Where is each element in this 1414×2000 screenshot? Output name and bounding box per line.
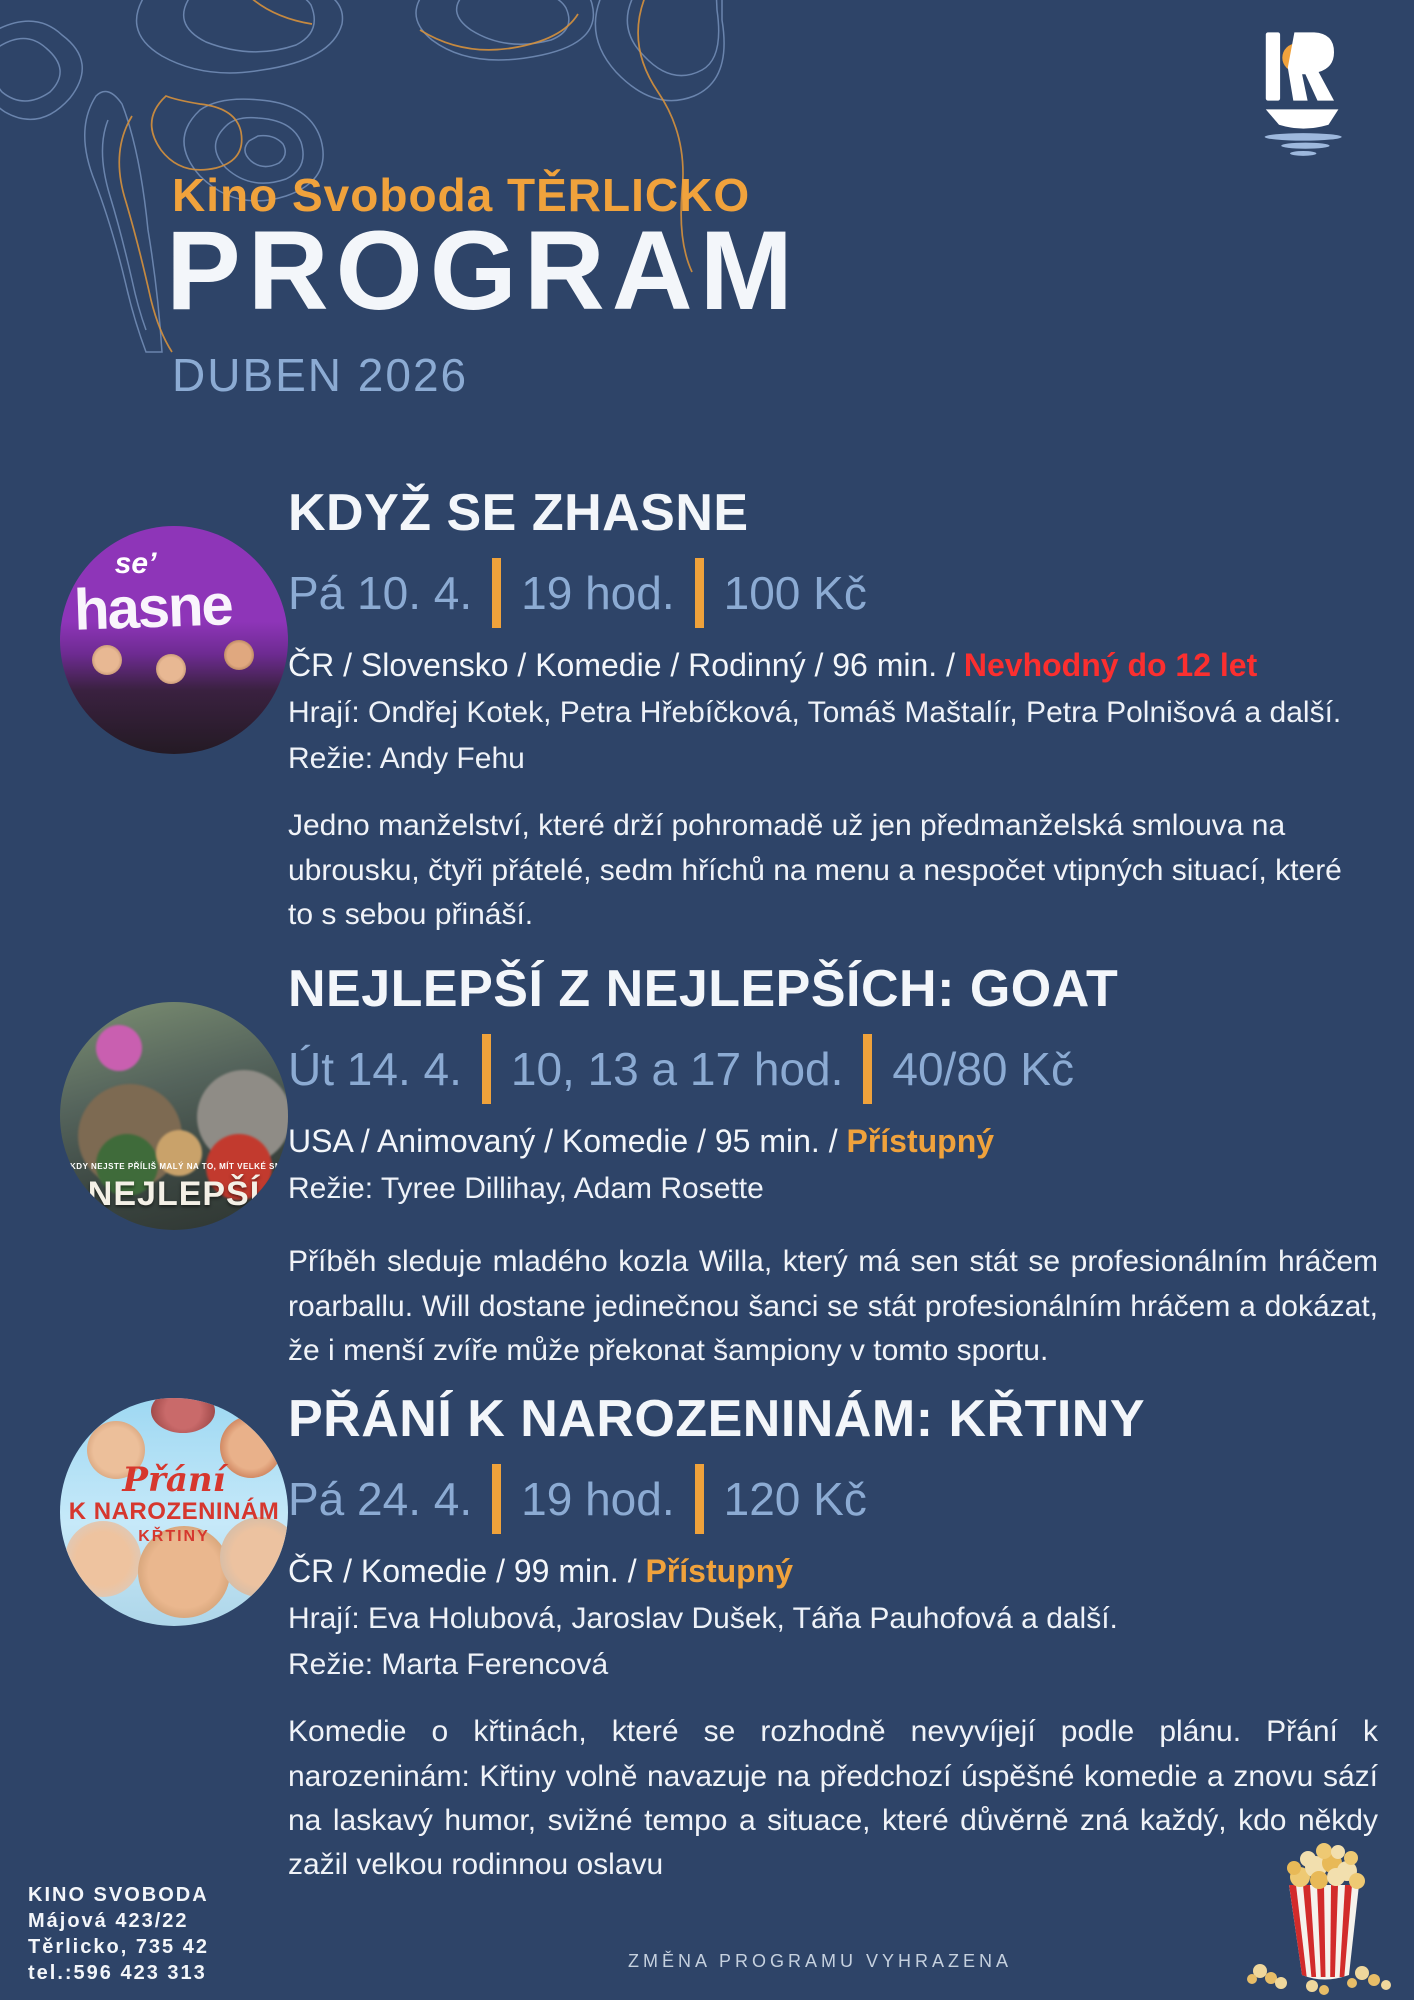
movie-title: NEJLEPŠÍ Z NEJLEPŠÍCH: GOAT [288, 960, 1119, 1018]
ticket-price: 100 Kč [723, 567, 867, 620]
program-change-notice: ZMĚNA PROGRAMU VYHRAZENA [628, 1951, 1013, 1971]
show-date: Út 14. 4. [288, 1043, 462, 1096]
poster-kdyz-se-zhasne [60, 526, 288, 754]
popcorn-icon [1234, 1825, 1404, 2000]
poster-text: KŘTINY [138, 1527, 210, 1545]
showtime-row [288, 557, 1378, 629]
director-line: Režie: Tyree Dillihay, Adam Rosette [288, 1172, 764, 1206]
boat-sail-logo-icon [1246, 30, 1356, 158]
separator-bar [492, 558, 501, 628]
age-rating: Nevhodný do 12 let [963, 647, 1258, 684]
boat-hull [1266, 109, 1339, 128]
contact-city: Těrlicko, 735 42 [28, 1936, 209, 1958]
show-time: 19 hod. [521, 1473, 675, 1526]
director-line: Režie: Andy Fehu [288, 742, 525, 776]
separator-bar [695, 1464, 704, 1534]
ticket-price: 40/80 Kč [892, 1043, 1074, 1096]
cinema-contact-block [28, 1882, 209, 1986]
poster-text: K NAROZENINÁM [68, 1498, 280, 1526]
age-rating: Přístupný [645, 1553, 794, 1590]
show-date: Pá 24. 4. [288, 1473, 473, 1526]
age-rating: Přístupný [846, 1123, 995, 1160]
cast-line: Hrají: Eva Holubová, Jaroslav Dušek, Táňa Pauhofová a další. [288, 1602, 1118, 1636]
movie-description: Příběh sleduje mladého kozla Willa, který má sen stát se profesionálním hráčem roarballu. Will dostane jedinečnou šanci se stát profesionálním hráčem a dokázat, že i menší zvíře může překonat šampiony v tomto sportu. [288, 1245, 1378, 1367]
movie-description: Komedie o křtinách, které se rozhodně nevyvíjejí podle plánu. Přání k narozeninám: Křtiny volně navazuje na předchozí úspěšné komedie a znovu sází na laskavý humor, svižné tempo a situace, které důvěrně zná každý, kdo někdy zažil velkou rodinnou oslavu [288, 1715, 1378, 1882]
genre-line [288, 1553, 1378, 1590]
movie-title: PŘÁNÍ K NAROZENINÁM: KŘTINY [288, 1390, 1146, 1448]
ticket-price: 120 Kč [723, 1473, 867, 1526]
genre-text: ČR / Slovensko / Komedie / Rodinný / 96 min. / [288, 647, 964, 684]
poster-text: se’ [114, 546, 157, 580]
poster-prani-k-narozeninam [60, 1398, 288, 1626]
show-date: Pá 10. 4. [288, 567, 473, 620]
movie-description: Jedno manželství, které drží pohromadě už jen předmanželská smlouva na ubrousku, čtyři přátelé, sedm hříchů na menu a nespočet vtipných situací, které to s sebou přináší. [288, 809, 1342, 931]
genre-line [288, 647, 1378, 684]
poster-text: NEJLEPŠÍ [87, 1175, 261, 1214]
poster-text: hasne [72, 572, 233, 643]
genre-text: USA / Animovaný / Komedie / 95 min. / [288, 1123, 847, 1160]
program-month: DUBEN 2026 [172, 349, 469, 401]
poster-text: Přání [122, 1459, 226, 1500]
genre-line [288, 1123, 1378, 1160]
contact-street: Májová 423/22 [28, 1910, 189, 1932]
separator-bar [695, 558, 704, 628]
page-title: PROGRAM [166, 208, 800, 333]
showtime-row [288, 1033, 1378, 1105]
director-line: Režie: Marta Ferencová [288, 1648, 609, 1682]
poster-tagline: NIKDY NEJSTE PŘÍLIŠ MALÝ NA TO, MÍT VELKÉ SNY [61, 1161, 287, 1171]
contact-venue: KINO SVOBODA [28, 1884, 209, 1906]
genre-text: ČR / Komedie / 99 min. / [288, 1553, 646, 1590]
contact-phone: tel.:596 423 313 [28, 1962, 207, 1984]
show-time: 10, 13 a 17 hod. [510, 1043, 844, 1096]
separator-bar [863, 1034, 872, 1104]
showtime-row [288, 1463, 1378, 1535]
cinema-name: Kino Svoboda TĚRLICKO [172, 169, 751, 221]
movie-title: KDYŽ SE ZHASNE [288, 484, 749, 542]
separator-bar [492, 1464, 501, 1534]
show-time: 19 hod. [521, 567, 675, 620]
separator-bar [482, 1034, 491, 1104]
cast-line: Hrají: Ondřej Kotek, Petra Hřebíčková, Tomáš Maštalír, Petra Polnišová a další. [288, 696, 1342, 730]
poster-nejlepsi-z-nejlepsich [60, 1002, 288, 1230]
